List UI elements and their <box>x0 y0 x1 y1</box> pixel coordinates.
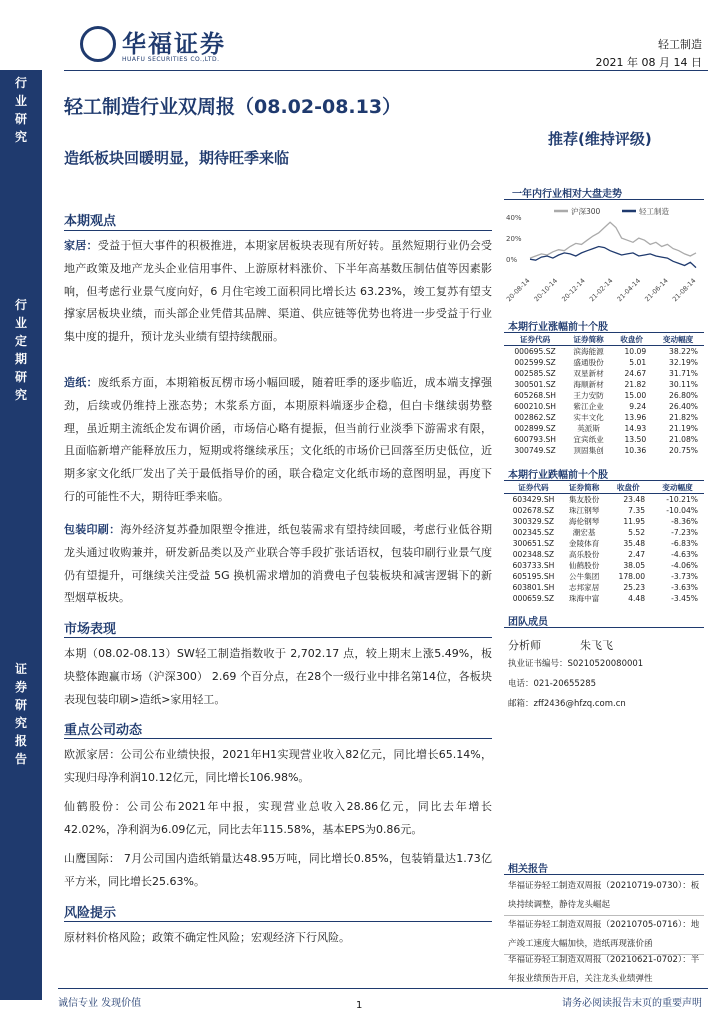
table-row <box>504 346 704 358</box>
table-cell: -3.73% <box>671 572 698 581</box>
x-tick-label: 21-08-14 <box>670 276 698 304</box>
table-cell: 23.48 <box>623 495 646 504</box>
table-row <box>504 582 704 593</box>
analyst-name: 朱飞飞 <box>580 639 613 652</box>
table-cell: 滨海能源 <box>573 347 604 356</box>
table-header-cell: 变动幅度 <box>652 334 704 346</box>
legend-label: 轻工制造 <box>639 207 669 216</box>
table-cell: 21.82% <box>669 413 698 422</box>
table-row <box>504 390 704 401</box>
table-cell: 20.75% <box>669 446 698 455</box>
table-cell: 32.19% <box>669 358 698 367</box>
table-cell: 178.00 <box>618 572 646 581</box>
series-line-hs300 <box>530 222 696 258</box>
table-cell: 25.23 <box>623 583 646 592</box>
sidebar-label-industry-research: 行业研究 <box>14 76 27 144</box>
page-number: 1 <box>356 1000 363 1011</box>
table-cell: 002899.SZ <box>514 424 556 433</box>
table-cell: 双星新材 <box>573 369 604 378</box>
industry-tag: 轻工制造 <box>658 38 702 51</box>
text-furniture: 受益于恒大事件的积极推进，本期家居板块表现有所好转。虽然短期行业仍会受地产政策及地产龙头企业信用事件、上游原材料涨价、下半年高基数压制估值等因素影响，但考虑行业景气度向好，6 月住宅竣工面积同比增长达 63.23%，竣工复苏有望支撑家居板块业绩，而头部企业凭借其品牌、渠道、供应链等优势也将进一步受益于行业集中度的提升，预计龙头业绩有望持续靓丽。 <box>64 239 492 344</box>
table-row <box>504 560 704 571</box>
header-divider <box>64 70 708 71</box>
table-cell: -3.63% <box>671 583 698 592</box>
table-cell: -10.04% <box>666 506 698 515</box>
table-cell: 15.00 <box>624 391 647 400</box>
table-cell: 002345.SZ <box>512 528 555 537</box>
table-cell: 宜宾纸业 <box>573 435 604 444</box>
table-row <box>504 434 704 445</box>
section-divider <box>504 199 704 200</box>
table-cell: 600210.SH <box>514 402 557 411</box>
section-title-company: 重点公司动态 <box>64 723 143 738</box>
section-divider <box>64 738 492 739</box>
y-tick-label: 0% <box>506 256 518 265</box>
table-cell: 300749.SZ <box>514 446 556 455</box>
table-row <box>504 412 704 423</box>
related-report-item[interactable]: 华福证券轻工制造双周报（20210621-0702）：半年报业绩预告开启，关注龙头业绩弹性 <box>508 955 700 984</box>
company-news-1: 欧派家居：公司公布业绩快报，2021年H1实现营业收入82亿元，同比增长65.14%，实现归母净利润10.12亿元，同比增长106.98%。 <box>64 748 492 784</box>
table-cell: 13.96 <box>624 413 647 422</box>
footer-disclaimer: 请务必阅读报告末页的重要声明 <box>562 998 702 1009</box>
logo-english-name: HUAFU SECURITIES CO.,LTD. <box>122 56 220 63</box>
report-date: 2021 年 08 月 14 日 <box>595 56 702 69</box>
risk-paragraph: 原材料价格风险；政策不确定性风险；宏观经济下行风险。 <box>64 931 350 944</box>
section-title-market: 市场表现 <box>64 622 117 637</box>
logo-name: 华福证券 <box>122 30 226 58</box>
table-cell: 002599.SZ <box>514 358 556 367</box>
table-cell: 盛通股份 <box>573 358 604 367</box>
table-row <box>504 357 704 368</box>
table-cell: 实丰文化 <box>573 413 604 422</box>
rating: 推荐(维持评级) <box>548 130 652 148</box>
table-cell: 2.47 <box>628 550 646 559</box>
table-cell: 002862.SZ <box>514 413 556 422</box>
relative-performance-chart <box>504 203 704 305</box>
related-report-item[interactable]: 华福证券轻工制造双周报（20210719-0730）：板块持续调整，静待龙头崛起 <box>508 881 700 910</box>
footer-divider <box>58 988 708 989</box>
text-packaging: 海外经济复苏叠加限塑令推进，纸包装需求有望持续回暖，考虑行业低谷期龙头通过收购兼并，研发新品类以及产业联合等手段扩张话语权，包装印刷行业景气度仍有望提升，可继续关注受益 5G 换机需求增加的消费电子包装板块和减害逻辑下的新型烟草板块。 <box>64 523 493 605</box>
table-cell: 600793.SH <box>514 435 557 444</box>
table-cell: -7.23% <box>671 528 698 537</box>
logo-icon <box>80 26 116 62</box>
table-cell: -4.06% <box>671 561 698 570</box>
section-divider <box>504 874 704 875</box>
y-tick-label: 40% <box>506 214 522 222</box>
table-cell: 4.48 <box>628 594 646 603</box>
table-header-cell: 收盘价 <box>611 334 652 346</box>
table-cell: 7.35 <box>628 506 646 515</box>
table-cell: 5.52 <box>628 528 646 537</box>
table-cell: 潮宏基 <box>572 528 596 537</box>
table-cell: -3.45% <box>671 594 698 603</box>
sidebar-label-periodic-research: 行业定期研究 <box>14 298 27 402</box>
table-cell: 26.80% <box>669 391 698 400</box>
table-cell: 海顺新材 <box>573 380 604 389</box>
table-cell: 英派斯 <box>577 424 600 433</box>
team-title: 团队成员 <box>508 617 548 628</box>
company-news-2: 仙鹤股份：公司公布2021年中报，实现营业总收入28.86亿元，同比去年增长42.02%，净利润为6.09亿元，同比去年115.58%，基本EPS为0.86元。 <box>64 800 492 836</box>
table-cell: 38.05 <box>623 561 646 570</box>
report-title: 轻工制造行业双周报（08.02-08.13） <box>64 96 402 118</box>
table-cell: 王力安防 <box>573 391 604 400</box>
table-row <box>504 538 704 549</box>
table-row <box>504 494 704 506</box>
gainers-table <box>504 334 704 456</box>
related-reports-title: 相关报告 <box>508 864 548 875</box>
analyst-label: 分析师 <box>508 639 541 652</box>
series-line-light-industry <box>530 247 696 268</box>
analyst-license: 执业证书编号：S0210520080001 <box>508 659 644 669</box>
table-header-cell: 证券简称 <box>566 334 611 346</box>
table-cell: 21.08% <box>669 435 698 444</box>
table-row <box>504 423 704 434</box>
table-cell: 顶固集创 <box>573 446 604 455</box>
section-divider <box>64 637 492 638</box>
related-report-item[interactable]: 华福证券轻工制造双周报（20210705-0716）：地产竣工速度大幅加快，造纸再现涨价函 <box>508 920 700 949</box>
table-cell: -6.83% <box>671 539 698 548</box>
market-paragraph: 本期（08.02-08.13）SW轻工制造指数收于 2,702.17 点，较上期末上涨5.49%，板块整体跑赢市场（沪深300） 2.69 个百分点，在28个一级行业中排名第14位，各板块表现包装印刷>造纸>家用轻工。 <box>64 647 492 706</box>
table-row <box>504 571 704 582</box>
report-subtitle: 造纸板块回暖明显，期待旺季来临 <box>64 149 290 167</box>
x-tick-label: 21-06-14 <box>643 276 670 304</box>
table-cell: 集友股份 <box>568 495 600 504</box>
table-cell: 高乐股份 <box>568 550 600 559</box>
losers-table <box>504 482 704 604</box>
table-cell: 珠江钢琴 <box>568 506 600 515</box>
table-cell: 24.67 <box>624 369 647 378</box>
views-paragraph-furniture <box>64 235 492 349</box>
section-divider <box>504 480 704 481</box>
table-cell: 10.09 <box>624 347 647 356</box>
chart-title: 一年内行业相对大盘走势 <box>512 189 622 200</box>
left-sidebar <box>0 70 42 1000</box>
table-cell: 605195.SH <box>512 572 555 581</box>
table-cell: 志邦家居 <box>568 583 600 592</box>
table-cell: 海伦钢琴 <box>568 517 600 526</box>
y-tick-label: 20% <box>506 235 522 244</box>
table-cell: -8.36% <box>671 517 698 526</box>
table-cell: 31.71% <box>669 369 698 378</box>
table-row <box>504 527 704 538</box>
table-cell: 000659.SZ <box>512 594 555 603</box>
table-row <box>504 549 704 560</box>
analyst-email[interactable]: 邮箱：zff2436@hfzq.com.cn <box>508 699 626 709</box>
section-divider <box>64 230 492 231</box>
table-cell: 38.22% <box>669 347 698 356</box>
footer-slogan: 诚信专业 发现价值 <box>58 998 142 1009</box>
table-cell: -10.21% <box>666 495 698 504</box>
table-cell: 002348.SZ <box>512 550 555 559</box>
table-cell: 002678.SZ <box>512 506 555 515</box>
table-row <box>504 445 704 456</box>
x-tick-label: 20-12-14 <box>560 276 587 304</box>
table-row <box>504 593 704 604</box>
x-tick-label: 21-04-14 <box>615 276 643 304</box>
x-tick-label: 20-10-14 <box>532 276 560 304</box>
table-cell: 603801.SH <box>512 583 555 592</box>
analyst-phone: 电话：021-20655285 <box>508 679 597 689</box>
gainers-title: 本期行业涨幅前十个股 <box>508 322 608 333</box>
table-cell: 11.95 <box>623 517 646 526</box>
x-tick-label: 20-08-14 <box>504 276 532 304</box>
section-title-views: 本期观点 <box>64 214 117 229</box>
label-paper: 造纸： <box>64 376 98 389</box>
table-cell: 300651.SZ <box>512 539 555 548</box>
table-cell: 603429.SH <box>512 495 555 504</box>
company-news-3: 山鹰国际： 7月公司国内造纸销量达48.95万吨，同比增长0.85%，包装销量达1.73亿平方米，同比增长25.63%。 <box>64 852 492 888</box>
table-cell: 仙鹤股份 <box>568 561 600 570</box>
table-cell: 5.01 <box>629 358 647 367</box>
table-cell: 13.50 <box>624 435 647 444</box>
table-cell: 21.82 <box>624 380 647 389</box>
table-cell: 603733.SH <box>512 561 555 570</box>
label-packaging: 包装印刷： <box>64 523 121 536</box>
table-row <box>504 516 704 527</box>
table-cell: 000695.SZ <box>514 347 556 356</box>
text-paper: 废纸系方面，本期箱板瓦楞市场小幅回暖，随着旺季的逐步临近，成本端支撑强劲，后续或仍维持上涨态势；木浆系方面，本期原料端逐步企稳，但白卡继续弱势整理，虽近期主流纸企发布调价函，市场信心略有提振，但当前行业淡季下游需求有限，且面临新增产能释放压力，短期或将继续承压；文化纸的市场价已回落至历史低位，近期多家文化纸厂发出了关于最低指导价的函，联合稳定文化纸市场的意图明显，再度下行的可能性不大，期待旺季来临。 <box>64 376 492 503</box>
label-furniture: 家居： <box>64 239 98 252</box>
section-divider <box>64 921 492 922</box>
losers-title: 本期行业跌幅前十个股 <box>508 470 608 481</box>
table-row <box>504 505 704 516</box>
chart-legend <box>554 206 669 216</box>
table-header-cell: 证券代码 <box>504 334 566 346</box>
table-header-cell: 收盘价 <box>605 482 651 494</box>
table-cell: 21.19% <box>669 424 698 433</box>
section-title-risk: 风险提示 <box>64 906 117 921</box>
table-cell: 10.36 <box>624 446 647 455</box>
section-divider <box>504 332 704 333</box>
section-divider <box>504 627 704 628</box>
table-cell: 300329.SZ <box>512 517 555 526</box>
table-cell: 30.11% <box>669 380 698 389</box>
sidebar-label-securities-report: 证券研究报告 <box>14 662 27 766</box>
table-cell: 珠海中富 <box>568 594 600 603</box>
table-cell: 14.93 <box>624 424 647 433</box>
table-header-cell: 证券简称 <box>563 482 606 494</box>
table-cell: 9.24 <box>629 402 647 411</box>
legend-label: 沪深300 <box>571 207 601 216</box>
table-cell: 002585.SZ <box>514 369 556 378</box>
views-paragraph-packaging <box>64 519 492 610</box>
views-paragraph-paper <box>64 372 492 509</box>
table-cell: 605268.SH <box>514 391 557 400</box>
table-row <box>504 401 704 412</box>
table-row <box>504 379 704 390</box>
table-row <box>504 368 704 379</box>
table-cell: 300501.SZ <box>514 380 556 389</box>
table-header-cell: 证券代码 <box>504 482 563 494</box>
table-cell: 公牛集团 <box>568 572 600 581</box>
table-cell: -4.63% <box>671 550 698 559</box>
table-cell: 紫江企业 <box>573 402 604 411</box>
table-cell: 金陵体育 <box>568 539 600 548</box>
table-cell: 26.40% <box>669 402 698 411</box>
table-header-cell: 变动幅度 <box>651 482 704 494</box>
x-tick-label: 21-02-14 <box>587 276 615 304</box>
table-cell: 35.48 <box>623 539 646 548</box>
